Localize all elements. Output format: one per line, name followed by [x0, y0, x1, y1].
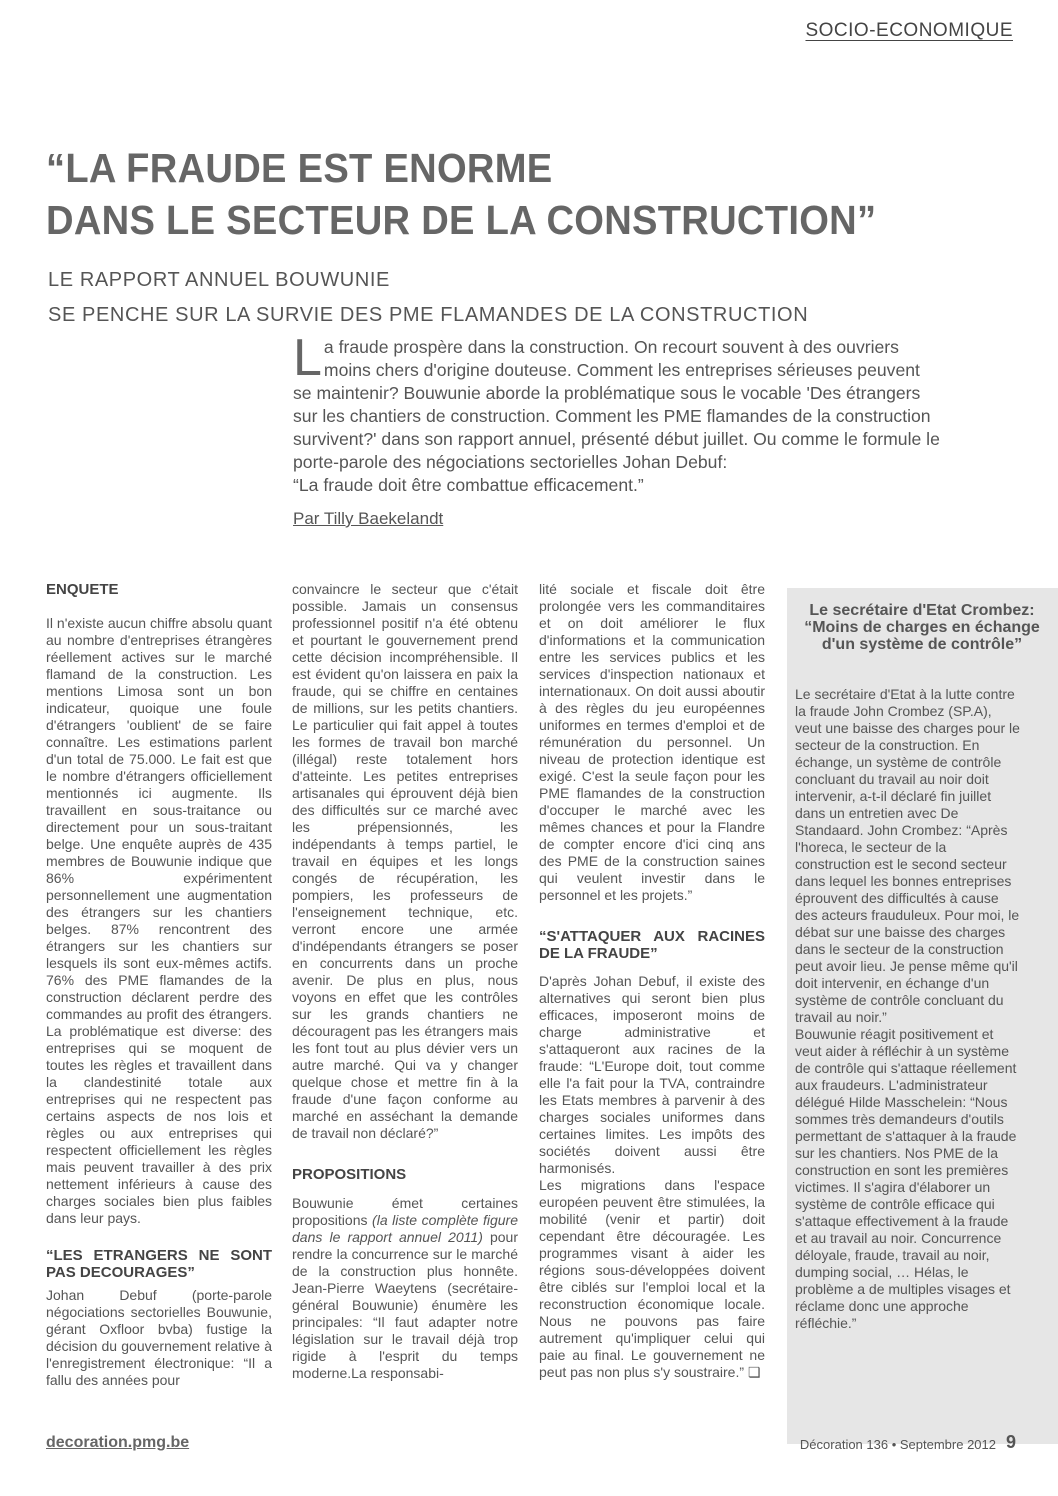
heading-racines: “S'ATTAQUER AUX RACINES DE LA FRAUDE”	[539, 928, 765, 962]
sidebar-body	[795, 686, 1020, 1332]
footer-issue: Décoration 136 • Septembre 2012	[799, 1437, 996, 1452]
author-byline: Par Tilly Baekelandt	[293, 509, 444, 528]
sidebar-paragraph-2: Bouwunie réagit positivement et veut aider à réfléchir à un système de contrôle qui s'attaque réellement aux fraudeurs. L'administrateur délégué Hilde Masschelein: “Nous sommes très demandeurs d'outils permettant de s'attaquer à la fraude sur les chantiers. Nos PME de la construction en sont les premières victimes. Il s'agira d'élaborer un système de contrôle efficace qui s'attaque effectivement à la fraude et au travail au noir. Concurrence déloyale, fraude, travail au noir, dumping social, … Hélas, le problème a de multiples visages et réclame donc une approche réfléchie.”	[795, 1026, 1017, 1331]
heading-propositions: PROPOSITIONS	[292, 1166, 407, 1183]
column-2	[292, 581, 518, 1382]
headline-line-1: “LA FRAUDE EST ENORME	[46, 145, 553, 191]
paragraph-convaincre: convaincre le secteur que c'était possible. Jamais un consensus professionnel positif n'a été obtenu et pourtant le gouvernement prend cette décision incompréhensible. Il est évident qu'on laissera en paix la fraude, qui se chiffre en centaines de millions, sur les petits chantiers. Le particulier qui fait appel à toutes les formes de travail bon marché (illégal) reste totalement hors d'atteinte. Les petites entreprises artisanales qui éprouvent déjà bien des difficultés sur ce marché avec les prépensionnés, les indépendants à temps partiel, le travail en équipes et les longs congés de récupération, les pompiers, les professeurs de l'enseignement technique, etc. verront encore une armée d'indépendants étrangers se poser en concurrents dans un proche avenir. De plus en plus, nous voyons en effet que les contrôles sur les grands chantiers ne découragent pas les étrangers mais les font tout au plus dévier vers un autre marché. Qui va y changer quelque chose et mettre fin à la fraude d'une façon conforme au marché en asséchant la demande de travail non déclaré?”	[292, 581, 518, 1141]
column-3	[539, 581, 765, 1381]
intro-quote: “La fraude doit être combattue efficacement.”	[293, 475, 644, 495]
end-mark-icon: ❏	[747, 1364, 761, 1380]
drop-cap: L	[293, 329, 322, 387]
section-label: SOCIO-ECONOMIQUE	[805, 20, 1013, 41]
heading-etrangers: “LES ETRANGERS NE SONT PAS DECOURAGES”	[46, 1247, 272, 1281]
page-number: 9	[1005, 1432, 1016, 1452]
sidebar-paragraph-1: Le secrétaire d'Etat à la lutte contre la fraude John Crombez (SP.A), veut une baisse des charges pour le secteur de la construction. En échange, un système de contrôle concluant du travail au noir doit intervenir, a-t-il déclaré fin juillet dans un entretien avec De Standaard. John Crombez: “Après l'horeca, le secteur de la construction est le second secteur dans lequel les bonnes entreprises éprouvent des difficultés à cause des acteurs frauduleux. Pour moi, le débat sur une baisse des charges dans le secteur de la construction peut avoir lieu. Je pense même qu'il doit intervenir, en échange d'un système de contrôle concluant du travail au noir.”	[795, 686, 1020, 1025]
column-1	[46, 581, 272, 1389]
paragraph-migrations: Les migrations dans l'espace européen peuvent être stimulées, la mobilité (venir et partir) doit cependant être découragée. Les programmes visant à aider les régions sous-développées doivent être ciblés sur l'emploi local et la reconstruction économique locale. Nous ne pouvons pas faire autrement qu'impliquer celui qui paie au final. Le gouvernement ne peut pas non plus s'y soustraire.” ❏	[539, 1177, 765, 1380]
subtitle-line-2: SE PENCHE SUR LA SURVIE DES PME FLAMANDES DE LA CONSTRUCTION	[48, 304, 809, 326]
headline-line-2: DANS LE SECTEUR DE LA CONSTRUCTION”	[46, 197, 877, 243]
paragraph-debuf: Johan Debuf (porte-parole négociations sectorielles Bouwunie, gérant Oxfloor bvba) fustige la décision du gouvernement relative à l'enregistrement électronique: “Il a fallu des années pour	[46, 1287, 272, 1388]
sidebar-title: Le secrétaire d'Etat Crombez: “Moins de charges en échange d'un système de contrôle”	[804, 602, 1040, 653]
paragraph-alternatives: D'après Johan Debuf, il existe des alternatives qui seront bien plus efficaces, imposeront moins de charge administrative et s'attaqueront aux racines de la fraude: “L'Europe doit, tout comme elle l'a fait pour la TVA, contraindre les Etats membres à parvenir à des charges sociales uniformes dans certaines limites. Les impôts des sociétés doivent aussi être harmonisés.	[539, 973, 765, 1176]
paragraph-propositions: Bouwunie émet certaines propositions (la liste complète figure dans le rapport annuel 2011) pour rendre la concurrence sur le marché de la construction plus honnête. Jean-Pierre Waeytens (secrétaire-général Bouwunie) énumère les principales: “Il faut adapter notre législation sur le travail déjà trop rigide à l'esprit du temps moderne.La responsabi-	[292, 1195, 518, 1381]
intro-paragraph	[293, 329, 941, 497]
intro-text: a fraude prospère dans la construction. On recourt souvent à des ouvriers moins chers d'origine douteuse. Comment les entreprises sérieuses peuvent se maintenir? Bouwunie aborde la problématique sous le vocable 'Des étrangers sur les chantiers de construction. Comment les PME flamandes de la construction survivent?' dans son rapport annuel, présenté début juillet. Ou comme le formule le porte-parole des négociations sectorielles Johan Debuf:	[293, 337, 940, 472]
heading-enquete: ENQUETE	[46, 581, 119, 598]
paragraph-enquete: Il n'existe aucun chiffre absolu quant au nombre d'entreprises étrangères réellement actives sur le marché flamand de la construction. Les mentions Limosa sont un bon indicateur, quoique une foule d'étrangers 'oublient' de se faire connaître. Les estimations parlent d'un total de 75.000. Le fait est que le nombre d'étrangers officiellement mentionnés ici augmente. Ils travaillent en sous-traitance ou directement pour un sous-traitant belge. Une enquête auprès de 435 membres de Bouwunie indique que 86% expérimentent personnellement une augmentation des étrangers sur les chantiers belges. 87% rencontrent des étrangers sur les chantiers sur lesquels ils sont eux-mêmes actifs. 76% des PME flamandes de la construction déclarent perdre des commandes au profit des étrangers. La problématique est diverse: des entreprises qui se moquent de toutes les règles et travaillent dans la clandestinité totale aux entreprises qui ne respectent pas certains aspects de nos lois et règles ou aux entreprises qui respectent officiellement les règles mais peuvent travailler à des prix nettement inférieurs à cause des charges sociales bien plus faibles dans leur pays.	[46, 615, 272, 1226]
headline	[46, 142, 967, 246]
footer-website: decoration.pmg.be	[46, 1434, 190, 1451]
paragraph-responsabilite: lité sociale et fiscale doit être prolongée vers les commanditaires et on doit améliorer le flux d'informations et la communication entre les services publics et les services d'inspection nationaux et internationaux. On doit aussi aboutir à des règles du jeu européennes uniformes en termes d'emploi et de rémunération du personnel. Un niveau de protection identique est exigé. C'est la seule façon pour les PME flamandes de la construction d'occuper le marché avec les mêmes chances et pour la Flandre de compter encore d'ici cinq ans des PME de la construction saines qui veulent investir dans le personnel et les projets.”	[539, 581, 765, 903]
subtitle-line-1: LE RAPPORT ANNUEL BOUWUNIE	[48, 269, 390, 291]
